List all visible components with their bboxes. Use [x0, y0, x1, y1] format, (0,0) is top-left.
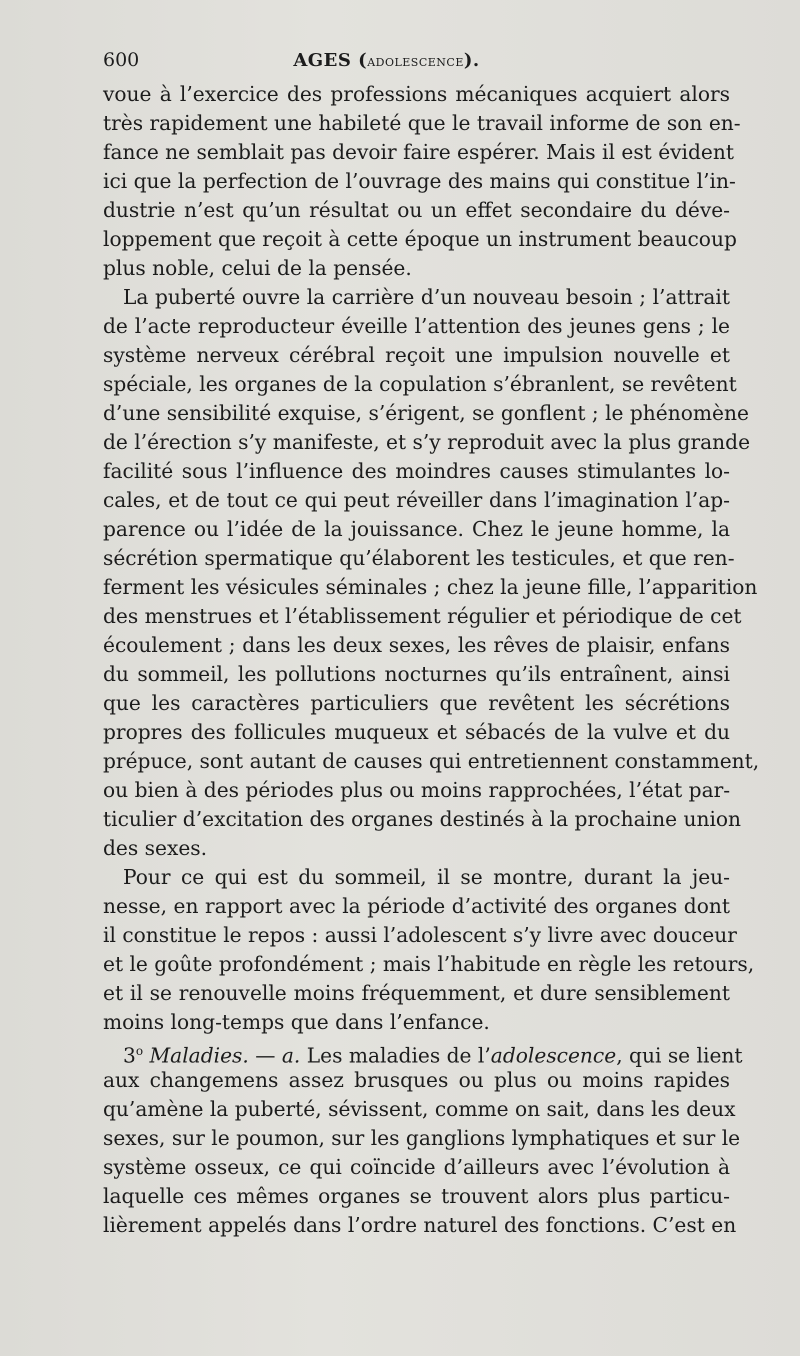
text-line: qu’amène la puberté, sévissent, comme on sait, dans les deux: [103, 1097, 736, 1121]
paragraph-diseases: [103, 1037, 743, 1240]
text-line: [103, 1037, 743, 1068]
text-line: très rapidement une habileté que le travail informe de son en-: [103, 111, 741, 135]
running-title-open: (: [351, 50, 368, 71]
section-heading: Maladies.: [149, 1043, 249, 1068]
text-line: de l’acte reproducteur éveille l’attention des jeunes gens ; le: [103, 314, 730, 338]
text-line: des menstrues et l’établissement régulier et périodique de cet: [103, 604, 742, 628]
paragraph-puberty: [103, 283, 760, 863]
running-title-close: ).: [463, 50, 480, 71]
text-line: ticulier d’excitation des organes destinés à la prochaine union: [103, 807, 742, 831]
text-line: propres des follicules muqueux et sébacés de la vulve et du: [103, 720, 730, 744]
running-title-sub: adolescence: [367, 52, 464, 70]
text-line: il constitue le repos : aussi l’adolescent s’y livre avec douceur: [103, 923, 737, 947]
text-line: système osseux, ce qui coïncide d’ailleurs avec l’évolution à: [103, 1155, 730, 1179]
running-title-main: AGES: [293, 50, 352, 71]
text-line: lièrement appelés dans l’ordre naturel des fonctions. C’est en: [103, 1213, 737, 1237]
text-line: laquelle ces mêmes organes se trouvent alors plus particu-: [103, 1184, 730, 1208]
text-line: système nerveux cérébral reçoit une impulsion nouvelle et: [103, 343, 730, 367]
text-line: loppement que reçoit à cette époque un instrument beaucoup: [103, 227, 737, 251]
text-line: dustrie n’est qu’un résultat ou un effet secondaire du déve-: [103, 198, 730, 222]
text-line: sexes, sur le poumon, sur les ganglions lymphatiques et sur le: [103, 1126, 741, 1150]
text-line: moins long-temps que dans l’enfance.: [103, 1010, 490, 1034]
text-fragment: , qui se lient: [616, 1043, 743, 1068]
italic-term: adolescence: [490, 1043, 617, 1068]
text-line: plus noble, celui de la pensée.: [103, 256, 412, 280]
text-line: du sommeil, les pollutions nocturnes qu’ils entraînent, ainsi: [103, 662, 730, 686]
section-dash: —: [248, 1043, 282, 1068]
text-line: d’une sensibilité exquise, s’érigent, se gonflent ; le phénomène: [103, 401, 749, 425]
text-line: nesse, en rapport avec la période d’activité des organes dont: [103, 894, 730, 918]
text-line: des sexes.: [103, 836, 208, 860]
text-line: et le goûte profondément ; mais l’habitude en règle les retours,: [103, 952, 755, 976]
paragraph-sleep: [103, 863, 755, 1037]
text-line: spéciale, les organes de la copulation s’ébranlent, se revêtent: [103, 372, 737, 396]
section-number: 3: [123, 1043, 136, 1068]
text-line: écoulement ; dans les deux sexes, les rêves de plaisir, enfans: [103, 633, 730, 657]
text-line: ferment les vésicules séminales ; chez la jeune fille, l’apparition: [103, 575, 758, 599]
text-line: cales, et de tout ce qui peut réveiller dans l’imagination l’ap-: [103, 488, 730, 512]
text-line: La puberté ouvre la carrière d’un nouveau besoin ; l’attrait: [123, 285, 730, 309]
running-head: [103, 46, 730, 80]
text-fragment: Les maladies de l’: [300, 1043, 491, 1068]
section-letter: a.: [281, 1043, 301, 1068]
running-title: [183, 46, 730, 76]
text-line: facilité sous l’influence des moindres causes stimulantes lo-: [103, 459, 730, 483]
text-line: voue à l’exercice des professions mécaniques acquiert alors: [103, 82, 730, 106]
text-line: que les caractères particuliers que revêtent les sécrétions: [103, 691, 730, 715]
text-line: parence ou l’idée de la jouissance. Chez le jeune homme, la: [103, 517, 730, 541]
text-line: et il se renouvelle moins fréquemment, et dure sensiblement: [103, 981, 730, 1005]
text-line: prépuce, sont autant de causes qui entretiennent constamment,: [103, 749, 760, 773]
text-line: ou bien à des périodes plus ou moins rapprochées, l’état par-: [103, 778, 731, 802]
text-line: Pour ce qui est du sommeil, il se montre, durant la jeu-: [123, 865, 730, 889]
text-line: de l’érection s’y manifeste, et s’y reproduit avec la plus grande: [103, 430, 751, 454]
text-line: aux changemens assez brusques ou plus ou moins rapides: [103, 1068, 730, 1092]
section-degree: o: [135, 1044, 144, 1058]
text-line: ici que la perfection de l’ouvrage des mains qui constitue l’in-: [103, 169, 736, 193]
text-line: fance ne semblait pas devoir faire espérer. Mais il est évident: [103, 140, 734, 164]
text-line: sécrétion spermatique qu’élaborent les testicules, et que ren-: [103, 546, 735, 570]
paragraph-continuation: [103, 80, 741, 283]
page-number: 600: [103, 49, 140, 71]
page-text-block: [103, 46, 760, 1240]
